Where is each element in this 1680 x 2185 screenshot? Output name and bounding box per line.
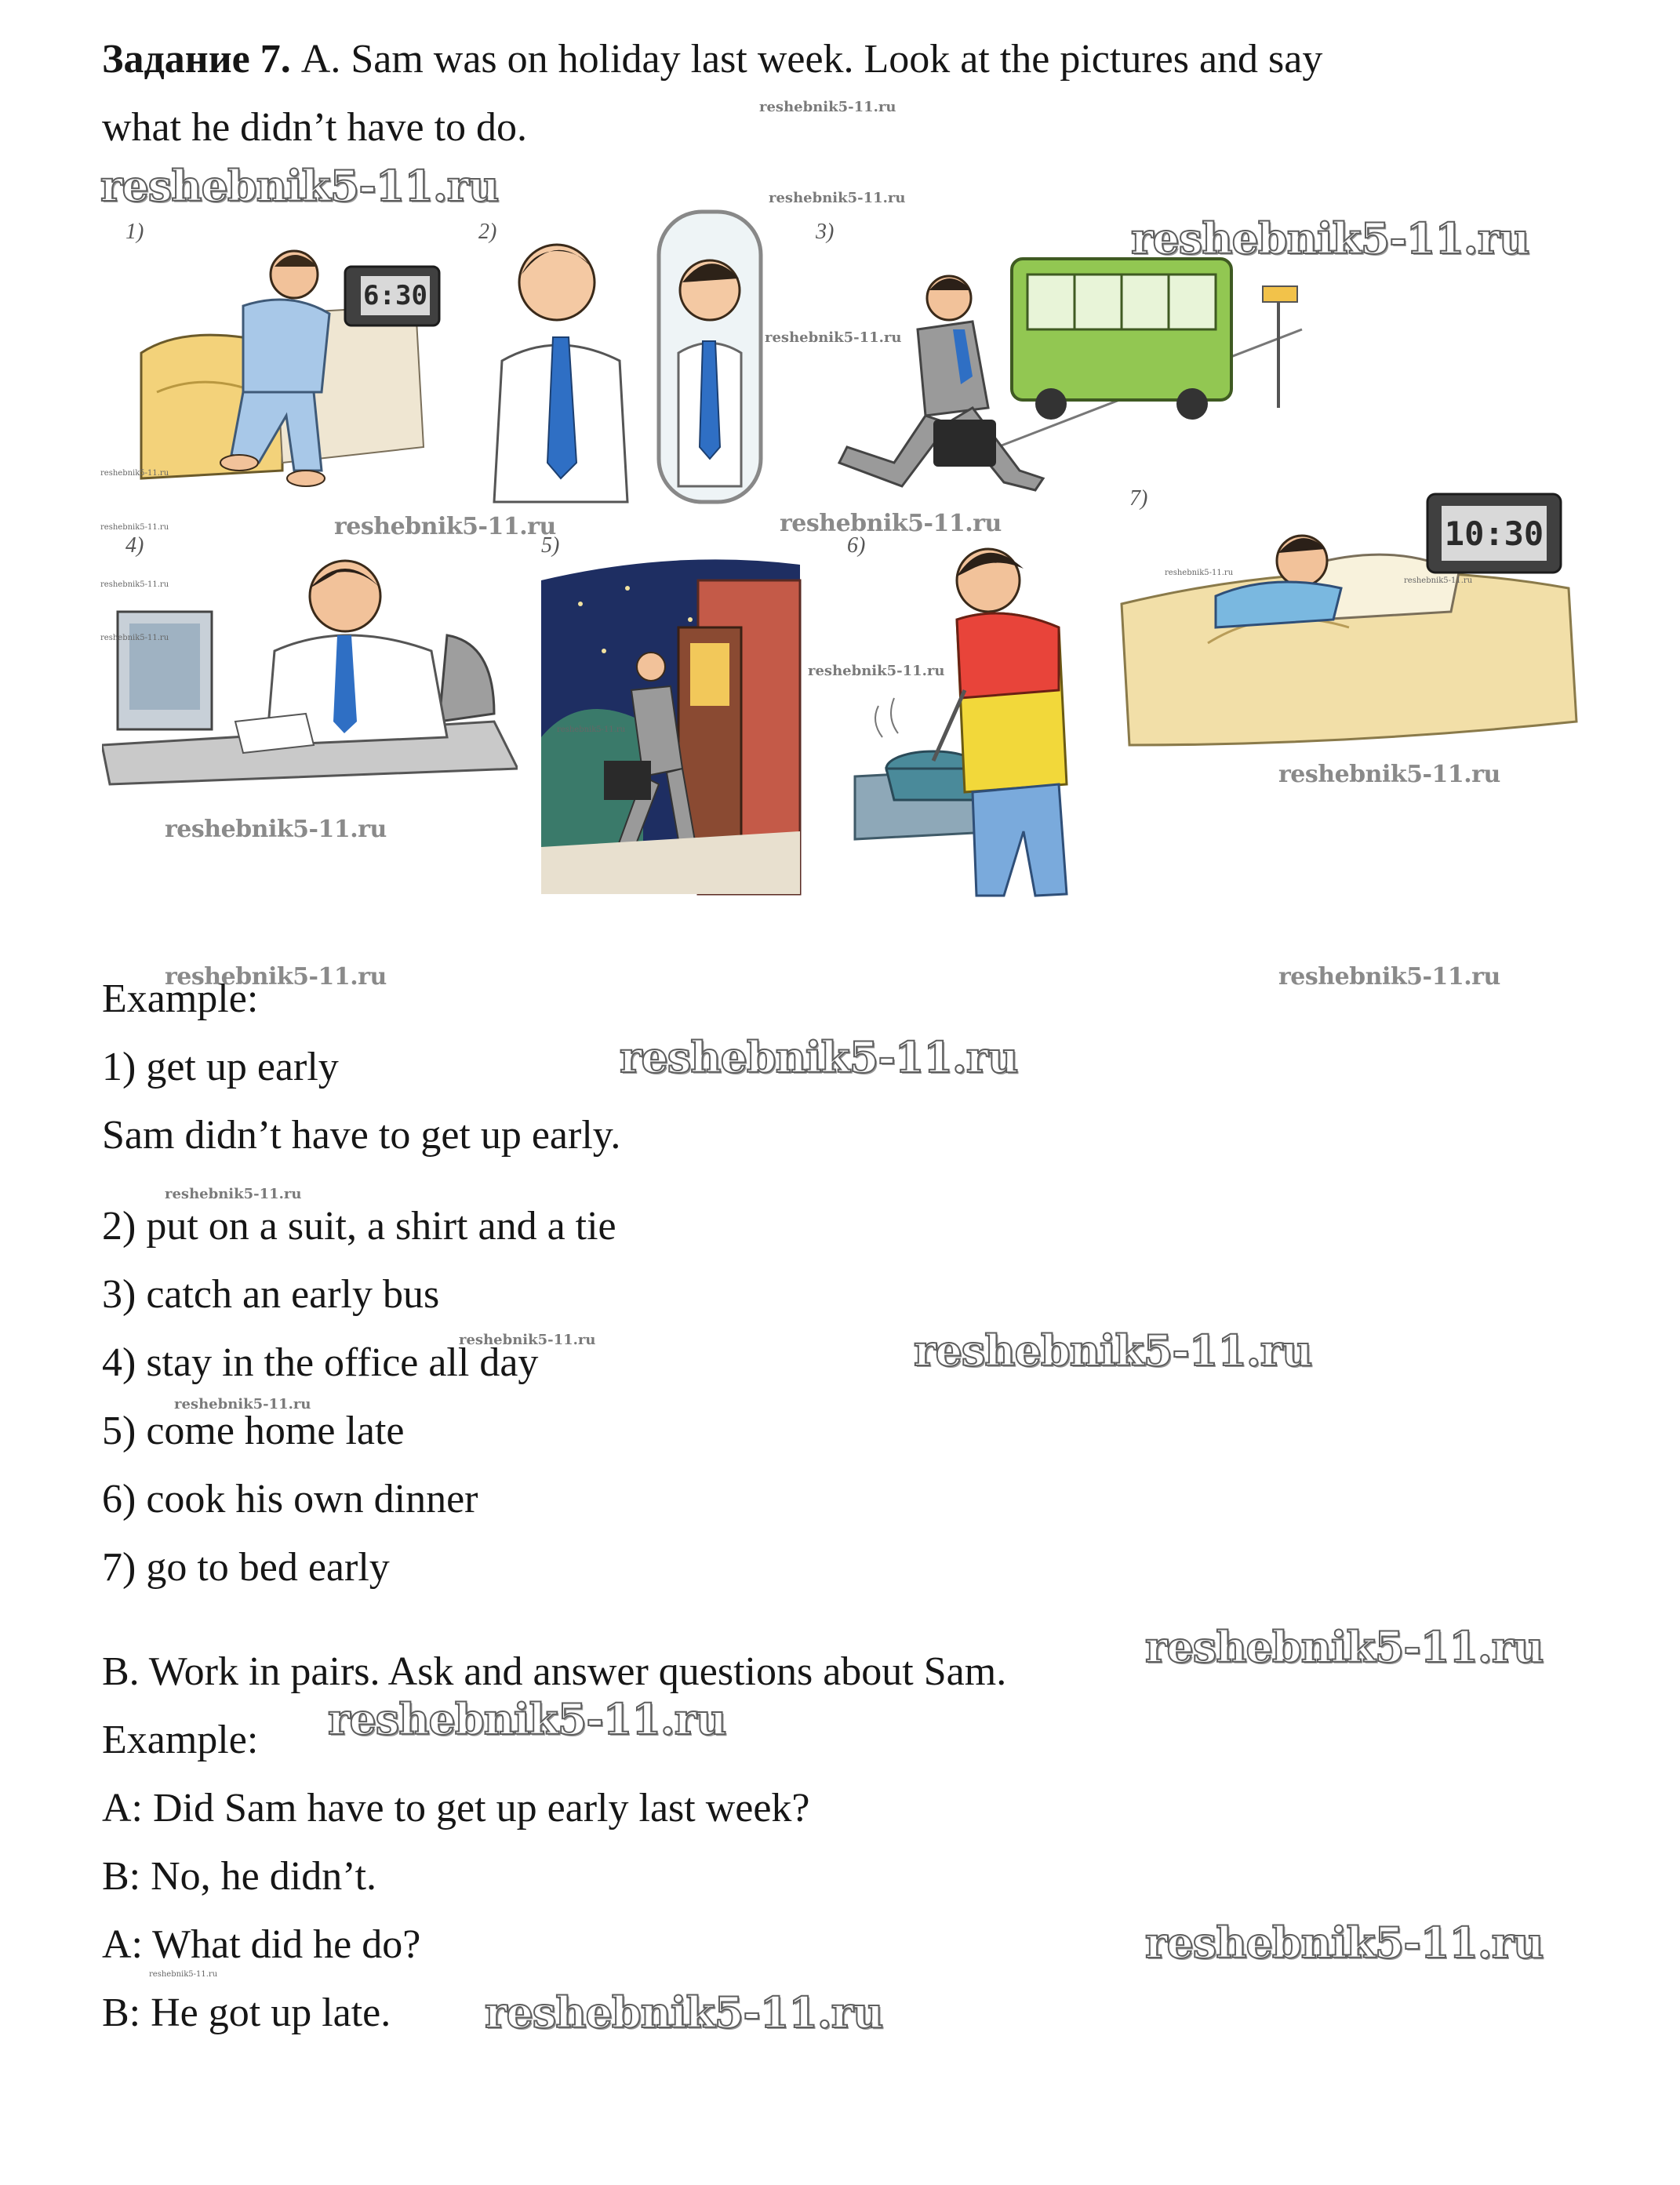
watermark: reshebnik5-11.ru xyxy=(557,725,626,734)
picture-7 xyxy=(1114,486,1584,784)
list-item: 2) put on a suit, a shirt and a tie xyxy=(102,1204,616,1249)
clock-time: 6:30 xyxy=(363,280,427,311)
list-item: 7) go to bed early xyxy=(102,1545,390,1590)
watermark: reshebnik5-11.ru xyxy=(1131,213,1529,264)
watermark: reshebnik5-11.ru xyxy=(334,513,556,540)
picture-number: 2) xyxy=(478,220,497,244)
picture-4 xyxy=(102,533,518,800)
man-putting-on-tie-illustration xyxy=(471,204,769,510)
watermark: reshebnik5-11.ru xyxy=(328,1694,726,1744)
picture-1 xyxy=(125,212,455,510)
watermark: reshebnik5-11.ru xyxy=(165,816,387,843)
dialogue-line: B: He got up late. xyxy=(102,1990,391,2035)
example-item: 1) get up early xyxy=(102,1045,339,1089)
watermark: reshebnik5-11.ru xyxy=(620,1032,1018,1082)
picture-6 xyxy=(847,533,1098,902)
watermark: reshebnik5-11.ru xyxy=(759,99,896,115)
watermark: reshebnik5-11.ru xyxy=(100,469,169,478)
task-title-line1 xyxy=(102,39,1322,80)
example-answer: Sam didn’t have to get up early. xyxy=(102,1113,621,1158)
list-item: 3) catch an early bus xyxy=(102,1272,440,1317)
watermark: reshebnik5-11.ru xyxy=(485,1987,883,2038)
watermark: reshebnik5-11.ru xyxy=(149,1970,218,1979)
part-b-example-label: Example: xyxy=(102,1718,259,1762)
watermark: reshebnik5-11.ru xyxy=(100,161,499,211)
watermark: reshebnik5-11.ru xyxy=(165,963,387,991)
watermark: reshebnik5-11.ru xyxy=(459,1332,596,1348)
list-item: 4) stay in the office all day xyxy=(102,1340,539,1385)
task-instruction: A. Sam was on holiday last week. Look at the pictures and say xyxy=(290,37,1323,82)
clock-time: 10:30 xyxy=(1444,514,1544,553)
watermark: reshebnik5-11.ru xyxy=(100,634,169,642)
part-b-instruction: B. Work in pairs. Ask and answer questions about Sam. xyxy=(102,1649,1007,1694)
picture-number: 6) xyxy=(847,533,866,558)
man-sleeping-late-illustration xyxy=(1114,486,1584,784)
example-label: Example: xyxy=(102,976,259,1021)
dialogue-line: B: No, he didn’t. xyxy=(102,1854,377,1899)
watermark: reshebnik5-11.ru xyxy=(1404,576,1473,585)
watermark: reshebnik5-11.ru xyxy=(165,1186,302,1202)
watermark: reshebnik5-11.ru xyxy=(1165,569,1234,577)
picture-number: 4) xyxy=(125,533,144,558)
man-cooking-dinner-illustration xyxy=(847,533,1098,902)
dialogue-line: A: What did he do? xyxy=(102,1922,421,1967)
list-item: 6) cook his own dinner xyxy=(102,1477,478,1522)
task-label: Задание 7. xyxy=(102,37,291,82)
dialogue-line: A: Did Sam have to get up early last week? xyxy=(102,1786,810,1831)
watermark: reshebnik5-11.ru xyxy=(1145,1622,1544,1672)
watermark: reshebnik5-11.ru xyxy=(100,580,169,589)
watermark: reshebnik5-11.ru xyxy=(174,1396,311,1412)
man-waking-up-illustration xyxy=(125,212,455,510)
watermark: reshebnik5-11.ru xyxy=(1278,963,1500,991)
man-working-in-office-illustration xyxy=(102,533,518,800)
list-item: 5) come home late xyxy=(102,1409,405,1453)
picture-number: 3) xyxy=(816,220,835,244)
picture-5 xyxy=(533,533,816,902)
man-coming-home-late-illustration xyxy=(533,533,816,902)
watermark: reshebnik5-11.ru xyxy=(765,329,902,346)
watermark: reshebnik5-11.ru xyxy=(1145,1918,1544,1968)
watermark: reshebnik5-11.ru xyxy=(808,663,945,679)
picture-number: 1) xyxy=(125,220,144,244)
watermark: reshebnik5-11.ru xyxy=(780,510,1002,537)
watermark: reshebnik5-11.ru xyxy=(914,1325,1312,1376)
picture-number: 7) xyxy=(1129,486,1148,511)
picture-number: 5) xyxy=(541,533,560,558)
watermark: reshebnik5-11.ru xyxy=(769,190,906,206)
watermark: reshebnik5-11.ru xyxy=(1278,761,1500,788)
picture-2 xyxy=(471,204,769,510)
task-title-line2: what he didn’t have to do. xyxy=(102,105,528,150)
watermark: reshebnik5-11.ru xyxy=(100,523,169,532)
